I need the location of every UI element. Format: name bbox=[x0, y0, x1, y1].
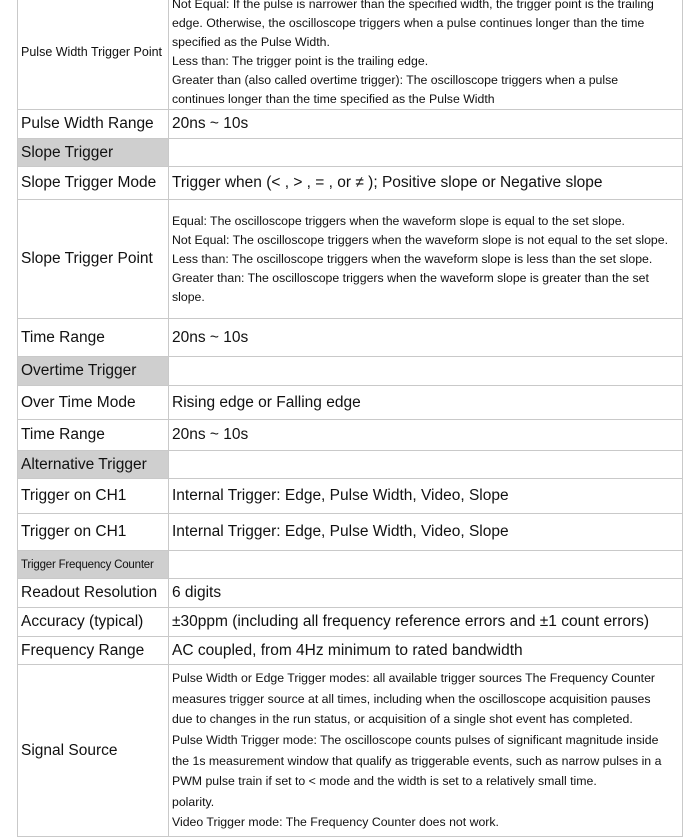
spec-table bbox=[17, 0, 683, 837]
row-label-accuracy: Accuracy (typical) bbox=[18, 608, 169, 637]
text-line: polarity. bbox=[172, 794, 215, 809]
table-row bbox=[18, 420, 683, 451]
section-header-trigger-frequency-counter: Trigger Frequency Counter bbox=[18, 551, 169, 579]
text-line: slope. bbox=[172, 289, 205, 304]
section-row bbox=[18, 451, 683, 479]
text-line: edge. Otherwise, the oscilloscope triggers when a pulse continues longer than the time bbox=[172, 16, 645, 30]
section-header-slope-trigger: Slope Trigger bbox=[18, 139, 169, 167]
table-row bbox=[18, 319, 683, 357]
table-row bbox=[18, 665, 683, 837]
row-label-signal-source: Signal Source bbox=[18, 665, 169, 837]
row-value-time-range: 20ns ~ 10s bbox=[169, 319, 683, 357]
text-line: specified as the Pulse Width. bbox=[172, 35, 330, 49]
row-label-slope-trigger-point: Slope Trigger Point bbox=[18, 200, 169, 319]
table-row bbox=[18, 514, 683, 551]
section-value-trigger-frequency-counter bbox=[169, 551, 683, 579]
text-line: Equal: The oscilloscope triggers when the waveform slope is equal to the set slope. bbox=[172, 213, 625, 228]
section-row bbox=[18, 551, 683, 579]
section-row bbox=[18, 139, 683, 167]
table-row bbox=[18, 579, 683, 608]
row-value-readout-resolution: 6 digits bbox=[169, 579, 683, 608]
row-value-accuracy: ±30ppm (including all frequency reference errors and ±1 count errors) bbox=[169, 608, 683, 637]
section-header-overtime-trigger: Overtime Trigger bbox=[18, 357, 169, 386]
row-label-time-range-2: Time Range bbox=[18, 420, 169, 451]
row-value-trigger-on-ch1: Internal Trigger: Edge, Pulse Width, Video, Slope bbox=[169, 479, 683, 514]
row-label-trigger-on-ch1: Trigger on CH1 bbox=[18, 479, 169, 514]
row-label-over-time-mode: Over Time Mode bbox=[18, 386, 169, 420]
text-line: Greater than: The oscilloscope triggers when the waveform slope is greater than the set bbox=[172, 270, 649, 285]
row-label-pulse-width-trigger-point: Pulse Width Trigger Point bbox=[18, 0, 169, 110]
row-label-readout-resolution: Readout Resolution bbox=[18, 579, 169, 608]
row-value-signal-source bbox=[169, 665, 683, 837]
text-line: Less than: The oscilloscope triggers when the waveform slope is less than the set slope. bbox=[172, 251, 653, 266]
text-line: Video Trigger mode: The Frequency Counter does not work. bbox=[172, 815, 499, 830]
section-value-alternative-trigger bbox=[169, 451, 683, 479]
text-line: Greater than (also called overtime trigger): The oscilloscope triggers when a pulse bbox=[172, 73, 619, 87]
table-row bbox=[18, 608, 683, 637]
row-label-trigger-on-ch1-2: Trigger on CH1 bbox=[18, 514, 169, 551]
section-row bbox=[18, 357, 683, 386]
text-line: Pulse Width Trigger mode: The oscilloscope counts pulses of significant magnitude inside bbox=[172, 732, 659, 747]
row-value-pulse-width-range: 20ns ~ 10s bbox=[169, 110, 683, 139]
row-label-pulse-width-range: Pulse Width Range bbox=[18, 110, 169, 139]
row-value-time-range-2: 20ns ~ 10s bbox=[169, 420, 683, 451]
table-row bbox=[18, 479, 683, 514]
text-line: PWM pulse train if set to < mode and the width is set to a relatively small time. bbox=[172, 774, 597, 789]
row-label-frequency-range: Frequency Range bbox=[18, 637, 169, 665]
section-value-slope-trigger bbox=[169, 139, 683, 167]
row-value-frequency-range: AC coupled, from 4Hz minimum to rated bandwidth bbox=[169, 637, 683, 665]
row-value-slope-trigger-mode: Trigger when (< , > , = , or ≠ ); Positive slope or Negative slope bbox=[169, 167, 683, 200]
row-value-slope-trigger-point bbox=[169, 200, 683, 319]
text-line: measures trigger source at all times, including when the oscilloscope acquisition pauses bbox=[172, 691, 651, 706]
table-row bbox=[18, 637, 683, 665]
text-line: continues longer than the time specified as the Pulse Width bbox=[172, 92, 495, 106]
row-value-trigger-on-ch1-2: Internal Trigger: Edge, Pulse Width, Video, Slope bbox=[169, 514, 683, 551]
text-line: due to changes in the run status, or acquisition of a single shot event has completed. bbox=[172, 712, 633, 727]
table-row bbox=[18, 200, 683, 319]
text-line: Not Equal: The oscilloscope triggers when the waveform slope is not equal to the set slope. bbox=[172, 232, 669, 247]
table-row bbox=[18, 386, 683, 420]
row-value-pulse-width-trigger-point bbox=[169, 0, 683, 110]
section-header-alternative-trigger: Alternative Trigger bbox=[18, 451, 169, 479]
table-row bbox=[18, 167, 683, 200]
section-value-overtime-trigger bbox=[169, 357, 683, 386]
table-row bbox=[18, 110, 683, 139]
row-label-slope-trigger-mode: Slope Trigger Mode bbox=[18, 167, 169, 200]
text-line: the 1s measurement window that qualify as triggerable events, such as narrow pulses in a bbox=[172, 753, 662, 768]
text-line: Not Equal: If the pulse is narrower than the specified width, the trigger point is the trailing bbox=[172, 0, 654, 11]
table-row bbox=[18, 0, 683, 110]
text-line: Pulse Width or Edge Trigger modes: all available trigger sources The Frequency Counter bbox=[172, 671, 656, 686]
row-label-time-range: Time Range bbox=[18, 319, 169, 357]
text-line: Less than: The trigger point is the trailing edge. bbox=[172, 54, 429, 68]
row-value-over-time-mode: Rising edge or Falling edge bbox=[169, 386, 683, 420]
